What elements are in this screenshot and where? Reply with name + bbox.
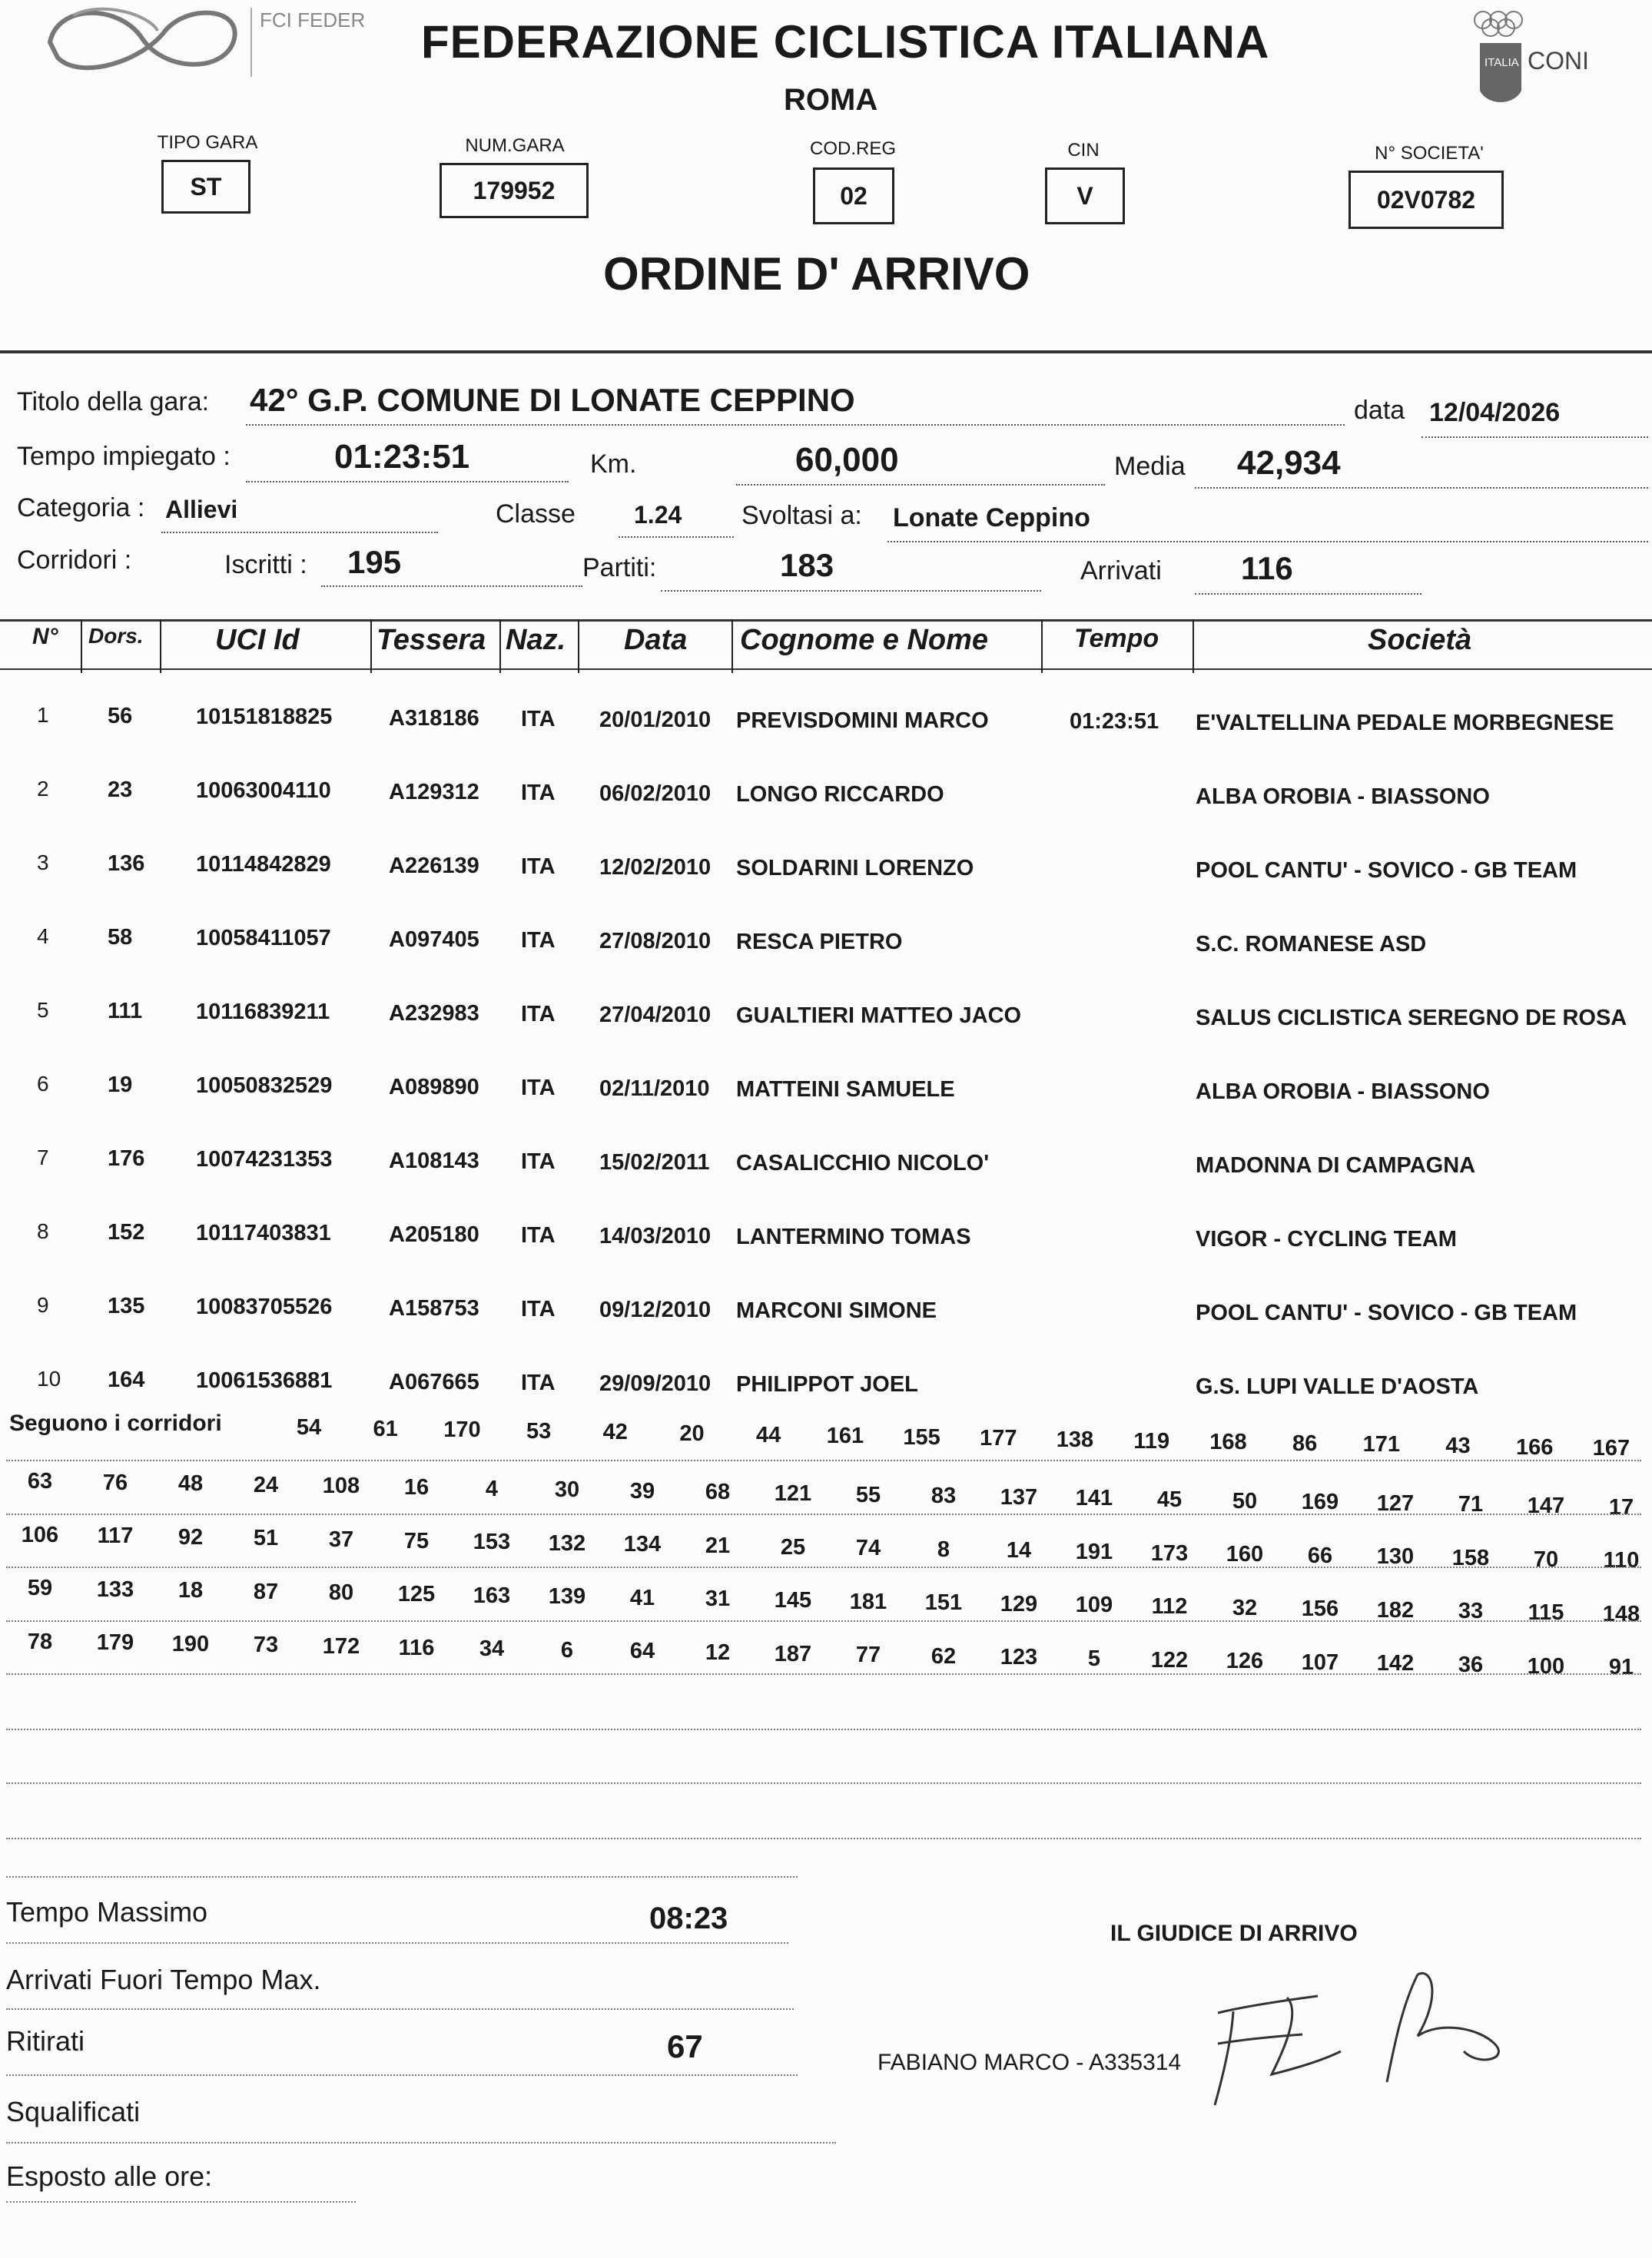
rider-number: 39 xyxy=(629,1478,655,1504)
rider-number: 62 xyxy=(930,1643,957,1669)
rider-number: 53 xyxy=(526,1418,552,1444)
rider-number: 30 xyxy=(554,1477,580,1503)
classe-value: 1.24 xyxy=(634,501,682,529)
row-name: MARCONI SIMONE xyxy=(736,1298,937,1324)
titolo-label: Titolo della gara: xyxy=(17,387,210,416)
rider-number: 43 xyxy=(1445,1434,1471,1458)
col-header-tempo: Tempo xyxy=(1074,624,1159,653)
rider-number: 110 xyxy=(1603,1548,1640,1573)
rider-number: 116 xyxy=(398,1635,435,1660)
row-tessera: A205180 xyxy=(389,1222,479,1247)
rider-number: 73 xyxy=(253,1633,279,1658)
rider-number: 16 xyxy=(403,1475,430,1500)
row-nazione: ITA xyxy=(521,1370,556,1395)
row-team: ALBA OROBIA - BIASSONO xyxy=(1196,1079,1490,1104)
row-dorsal: 58 xyxy=(108,925,133,950)
col-header-tessera: Tessera xyxy=(377,624,486,656)
row-tessera: A067665 xyxy=(389,1369,479,1394)
city: ROMA xyxy=(784,83,878,117)
row-name: CASALICCHIO NICOLO' xyxy=(736,1151,990,1176)
row-birthdate: 29/09/2010 xyxy=(599,1371,712,1396)
federation-title: FEDERAZIONE CICLISTICA ITALIANA xyxy=(421,16,1270,68)
arrivati-value: 116 xyxy=(1241,550,1293,586)
row-position: 7 xyxy=(37,1146,49,1169)
rider-number: 44 xyxy=(756,1422,781,1447)
svg-text:ITALIA: ITALIA xyxy=(1484,56,1519,69)
row-name: GUALTIERI MATTEO JACO xyxy=(736,1003,1022,1029)
row-team: E'VALTELLINA PEDALE MORBEGNESE xyxy=(1196,710,1614,735)
row-uci-id: 10151818825 xyxy=(196,705,333,730)
row-position: 9 xyxy=(37,1293,49,1317)
rider-number: 48 xyxy=(177,1471,204,1497)
rider-number: 34 xyxy=(479,1636,505,1662)
row-tessera: A318186 xyxy=(389,705,479,731)
num-gara-value: 179952 xyxy=(440,163,589,218)
iscritti-label: Iscritti : xyxy=(224,550,307,579)
rider-number: 138 xyxy=(1056,1427,1094,1452)
rider-number: 117 xyxy=(97,1524,134,1549)
svoltasi-label: Svoltasi a: xyxy=(741,501,862,530)
rider-number: 127 xyxy=(1376,1490,1415,1516)
rider-number: 12 xyxy=(705,1640,731,1665)
row-nazione: ITA xyxy=(521,706,556,731)
row-team: POOL CANTU' - SOVICO - GB TEAM xyxy=(1196,1300,1577,1325)
tempo-massimo-value: 08:23 xyxy=(649,1902,728,1935)
rider-number: 54 xyxy=(296,1415,322,1440)
row-team: MADONNA DI CAMPAGNA xyxy=(1196,1152,1476,1178)
row-name: RESCA PIETRO xyxy=(736,930,903,955)
arrivati-label: Arrivati xyxy=(1080,556,1162,585)
row-tessera: A232983 xyxy=(389,1000,479,1026)
cod-reg-value: 02 xyxy=(813,167,894,224)
ritirati-value: 67 xyxy=(667,2028,703,2064)
col-header-dors: Dors. xyxy=(88,624,144,648)
rider-number: 109 xyxy=(1075,1593,1113,1618)
row-uci-id: 10063004110 xyxy=(196,778,331,804)
rider-number: 20 xyxy=(679,1421,705,1446)
document-title: ORDINE D' ARRIVO xyxy=(603,248,1030,300)
rider-number: 123 xyxy=(1000,1645,1038,1670)
rider-number: 45 xyxy=(1156,1487,1183,1512)
row-dorsal: 135 xyxy=(108,1294,145,1319)
row-team: ALBA OROBIA - BIASSONO xyxy=(1196,784,1490,809)
row-birthdate: 06/02/2010 xyxy=(599,781,712,806)
media-label: Media xyxy=(1114,452,1186,481)
rider-number: 171 xyxy=(1362,1432,1400,1457)
rider-number: 142 xyxy=(1376,1651,1415,1676)
rider-number: 8 xyxy=(937,1537,950,1562)
rider-number: 170 xyxy=(443,1417,481,1443)
row-uci-id: 10117403831 xyxy=(196,1221,331,1246)
rider-number: 160 xyxy=(1226,1542,1264,1567)
rider-number: 179 xyxy=(96,1630,134,1656)
fuori-tempo-label: Arrivati Fuori Tempo Max. xyxy=(6,1964,321,1995)
row-position: 2 xyxy=(37,777,49,801)
row-nazione: ITA xyxy=(521,1075,556,1100)
row-name: LANTERMINO TOMAS xyxy=(736,1225,971,1250)
rider-number: 139 xyxy=(548,1584,586,1610)
row-dorsal: 164 xyxy=(108,1368,145,1393)
row-uci-id: 10074231353 xyxy=(196,1147,333,1172)
rider-number: 121 xyxy=(774,1481,812,1506)
rider-number: 107 xyxy=(1301,1650,1339,1675)
row-dorsal: 23 xyxy=(108,778,133,803)
rider-number: 71 xyxy=(1458,1492,1484,1517)
rider-number: 156 xyxy=(1301,1597,1339,1622)
rider-number: 148 xyxy=(1602,1601,1640,1626)
col-header-n: N° xyxy=(32,624,58,649)
race-date: 12/04/2026 xyxy=(1429,398,1561,427)
iscritti-value: 195 xyxy=(347,544,402,580)
rider-number: 166 xyxy=(1515,1434,1554,1460)
rider-number: 32 xyxy=(1232,1595,1258,1620)
rider-number: 155 xyxy=(903,1424,940,1450)
data-label: data xyxy=(1354,396,1405,425)
cod-reg-label: COD.REG xyxy=(809,138,896,159)
rider-number: 21 xyxy=(705,1533,731,1558)
rider-number: 169 xyxy=(1301,1490,1339,1515)
rider-number: 181 xyxy=(849,1589,887,1614)
rider-number: 190 xyxy=(171,1631,210,1656)
coni-logo xyxy=(1468,6,1644,121)
esposto-label: Esposto alle ore: xyxy=(6,2160,213,2192)
row-tessera: A129312 xyxy=(389,779,479,804)
rider-number: 177 xyxy=(980,1426,1017,1451)
rider-number: 167 xyxy=(1592,1436,1630,1461)
rider-number: 87 xyxy=(253,1579,279,1604)
row-dorsal: 152 xyxy=(108,1220,145,1245)
rider-number: 36 xyxy=(1458,1652,1484,1677)
rider-number: 24 xyxy=(253,1472,279,1497)
row-tessera: A226139 xyxy=(389,853,479,878)
row-tessera: A097405 xyxy=(389,927,479,952)
societa-label: N° SOCIETA' xyxy=(1375,143,1484,164)
olympic-rings-icon xyxy=(1468,6,1644,121)
rider-number: 106 xyxy=(21,1522,59,1547)
partiti-label: Partiti: xyxy=(582,553,657,582)
col-header-data: Data xyxy=(624,624,688,656)
rider-number: 42 xyxy=(602,1420,628,1445)
row-nazione: ITA xyxy=(521,780,556,805)
col-header-societa: Società xyxy=(1368,624,1472,656)
categoria-label: Categoria : xyxy=(17,493,145,522)
rider-number: 125 xyxy=(397,1582,436,1606)
row-nazione: ITA xyxy=(521,1149,556,1174)
row-dorsal: 111 xyxy=(108,999,143,1024)
row-birthdate: 09/12/2010 xyxy=(599,1298,712,1322)
rider-number: 112 xyxy=(1151,1594,1188,1619)
rider-number: 100 xyxy=(1527,1653,1565,1679)
rider-number: 137 xyxy=(1000,1484,1038,1510)
tipo-gara-label: TIPO GARA xyxy=(157,132,258,153)
row-dorsal: 136 xyxy=(108,851,145,877)
row-position: 3 xyxy=(37,850,49,874)
row-team: G.S. LUPI VALLE D'AOSTA xyxy=(1196,1374,1479,1399)
rider-number: 147 xyxy=(1527,1494,1565,1518)
rider-number: 31 xyxy=(705,1587,731,1612)
row-position: 10 xyxy=(37,1367,61,1391)
row-uci-id: 10116839211 xyxy=(196,1000,330,1025)
row-uci-id: 10050832529 xyxy=(196,1073,333,1099)
giudice-label: IL GIUDICE DI ARRIVO xyxy=(1110,1921,1358,1946)
rider-number: 50 xyxy=(1232,1488,1258,1514)
row-tessera: A158753 xyxy=(389,1295,479,1321)
rider-number: 115 xyxy=(1528,1600,1564,1625)
categoria-value: Allievi xyxy=(165,496,238,523)
km-label: Km. xyxy=(590,449,637,479)
rider-number: 126 xyxy=(1226,1649,1264,1674)
row-nazione: ITA xyxy=(521,1001,556,1026)
rider-number: 158 xyxy=(1451,1545,1490,1570)
row-position: 5 xyxy=(37,998,49,1022)
rider-number: 78 xyxy=(27,1629,53,1654)
num-gara-label: NUM.GARA xyxy=(465,135,565,156)
row-position: 1 xyxy=(37,703,49,727)
row-time: 01:23:51 xyxy=(1070,709,1159,734)
media-value: 42,934 xyxy=(1237,444,1341,482)
rider-number: 153 xyxy=(473,1530,511,1555)
rider-number: 5 xyxy=(1087,1646,1101,1671)
row-tessera: A108143 xyxy=(389,1148,479,1173)
row-dorsal: 176 xyxy=(108,1146,145,1172)
row-name: SOLDARINI LORENZO xyxy=(736,856,974,881)
row-team: VIGOR - CYCLING TEAM xyxy=(1196,1226,1457,1252)
row-team: POOL CANTU' - SOVICO - GB TEAM xyxy=(1196,857,1577,883)
row-team: S.C. ROMANESE ASD xyxy=(1196,931,1427,957)
tempo-value: 01:23:51 xyxy=(334,438,470,476)
rider-number: 191 xyxy=(1075,1539,1113,1564)
row-uci-id: 10061536881 xyxy=(196,1368,333,1394)
rider-number: 55 xyxy=(855,1482,881,1507)
rider-number: 92 xyxy=(177,1524,204,1550)
cin-value: V xyxy=(1045,167,1125,224)
rider-number: 14 xyxy=(1006,1538,1032,1563)
tempo-label: Tempo impiegato : xyxy=(17,442,231,471)
rider-number: 161 xyxy=(826,1424,864,1449)
rider-number: 63 xyxy=(27,1469,53,1494)
row-position: 8 xyxy=(37,1219,49,1243)
col-header-naz: Naz. xyxy=(506,624,566,656)
tipo-gara-value: ST xyxy=(161,160,250,214)
ritirati-label: Ritirati xyxy=(6,2025,85,2057)
row-birthdate: 15/02/2011 xyxy=(599,1150,710,1175)
rider-number: 130 xyxy=(1376,1544,1415,1570)
row-birthdate: 14/03/2010 xyxy=(599,1224,712,1248)
rider-number: 163 xyxy=(473,1583,511,1608)
giudice-name: FABIANO MARCO - A335314 xyxy=(877,2050,1182,2075)
rider-number: 33 xyxy=(1458,1599,1484,1624)
row-uci-id: 10083705526 xyxy=(196,1295,333,1320)
classe-label: Classe xyxy=(496,499,576,529)
row-birthdate: 27/04/2010 xyxy=(599,1003,712,1027)
rider-number: 18 xyxy=(177,1578,204,1603)
corridori-label: Corridori : xyxy=(17,545,132,575)
coni-text: CONI xyxy=(1528,47,1589,75)
rider-number: 122 xyxy=(1150,1647,1189,1673)
rider-number: 77 xyxy=(855,1643,881,1668)
rider-number: 129 xyxy=(1000,1591,1038,1616)
row-birthdate: 20/01/2010 xyxy=(599,708,712,732)
rider-number: 108 xyxy=(322,1474,360,1499)
rider-number: 133 xyxy=(96,1577,134,1602)
rider-number: 51 xyxy=(253,1526,279,1551)
row-dorsal: 56 xyxy=(108,704,133,729)
rider-number: 41 xyxy=(629,1585,655,1610)
row-uci-id: 10114842829 xyxy=(196,852,331,877)
row-birthdate: 12/02/2010 xyxy=(599,855,712,880)
col-header-nome: Cognome e Nome xyxy=(740,624,989,656)
fci-logo xyxy=(42,0,365,85)
societa-value: 02V0782 xyxy=(1348,171,1504,229)
rider-number: 182 xyxy=(1376,1597,1415,1623)
rider-number: 173 xyxy=(1150,1540,1189,1566)
rider-number: 86 xyxy=(1292,1431,1318,1456)
rider-number: 68 xyxy=(705,1480,731,1505)
col-header-uci-id: UCI Id xyxy=(215,624,300,656)
row-name: PHILIPPOT JOEL xyxy=(736,1372,918,1398)
row-tessera: A089890 xyxy=(389,1074,479,1099)
rider-number: 74 xyxy=(855,1536,881,1561)
cin-label: CIN xyxy=(1067,140,1100,161)
rider-number: 76 xyxy=(102,1470,128,1495)
row-position: 4 xyxy=(37,924,49,948)
tempo-massimo-label: Tempo Massimo xyxy=(6,1896,208,1928)
row-team: SALUS CICLISTICA SEREGNO DE ROSA xyxy=(1196,1005,1627,1030)
rider-number: 70 xyxy=(1533,1547,1559,1572)
row-nazione: ITA xyxy=(521,927,556,953)
rider-number: 6 xyxy=(560,1637,574,1663)
rider-number: 59 xyxy=(27,1576,53,1600)
rider-number: 145 xyxy=(774,1588,812,1613)
rider-number: 66 xyxy=(1307,1543,1333,1568)
row-position: 6 xyxy=(37,1072,49,1096)
rider-number: 37 xyxy=(328,1527,354,1552)
row-birthdate: 27/08/2010 xyxy=(599,929,712,953)
rider-number: 17 xyxy=(1608,1494,1634,1520)
row-name: MATTEINI SAMUELE xyxy=(736,1077,955,1102)
race-title: 42° G.P. COMUNE DI LONATE CEPPINO xyxy=(250,382,855,418)
rider-number: 4 xyxy=(485,1476,499,1501)
logo-text: FCI FEDER xyxy=(260,8,365,31)
row-name: LONGO RICCARDO xyxy=(736,782,944,807)
signature xyxy=(1187,1951,1556,2113)
row-nazione: ITA xyxy=(521,1296,556,1321)
rider-number: 187 xyxy=(774,1641,812,1666)
rider-number: 134 xyxy=(623,1532,662,1557)
row-uci-id: 10058411057 xyxy=(196,926,331,951)
row-dorsal: 19 xyxy=(108,1073,133,1098)
rider-number: 168 xyxy=(1209,1430,1247,1455)
rider-number: 75 xyxy=(403,1528,430,1553)
rider-number: 80 xyxy=(328,1580,354,1606)
rider-number: 119 xyxy=(1133,1428,1170,1454)
rider-number: 83 xyxy=(930,1484,957,1509)
rider-number: 151 xyxy=(924,1590,963,1616)
rider-number: 61 xyxy=(373,1416,398,1441)
rider-number: 172 xyxy=(322,1633,360,1659)
rider-number: 25 xyxy=(780,1534,806,1560)
partiti-value: 183 xyxy=(780,547,834,583)
rider-number: 141 xyxy=(1075,1486,1113,1511)
svoltasi-value: Lonate Ceppino xyxy=(893,503,1090,532)
rider-number: 91 xyxy=(1608,1655,1634,1680)
row-birthdate: 02/11/2010 xyxy=(599,1076,710,1101)
km-value: 60,000 xyxy=(795,441,899,479)
row-nazione: ITA xyxy=(521,854,556,879)
squalificati-label: Squalificati xyxy=(6,2096,141,2127)
rider-number: 132 xyxy=(548,1530,586,1556)
row-name: PREVISDOMINI MARCO xyxy=(736,708,989,734)
followers-label: Seguono i corridori xyxy=(9,1411,222,1436)
row-nazione: ITA xyxy=(521,1222,556,1248)
rider-number: 64 xyxy=(629,1639,655,1664)
